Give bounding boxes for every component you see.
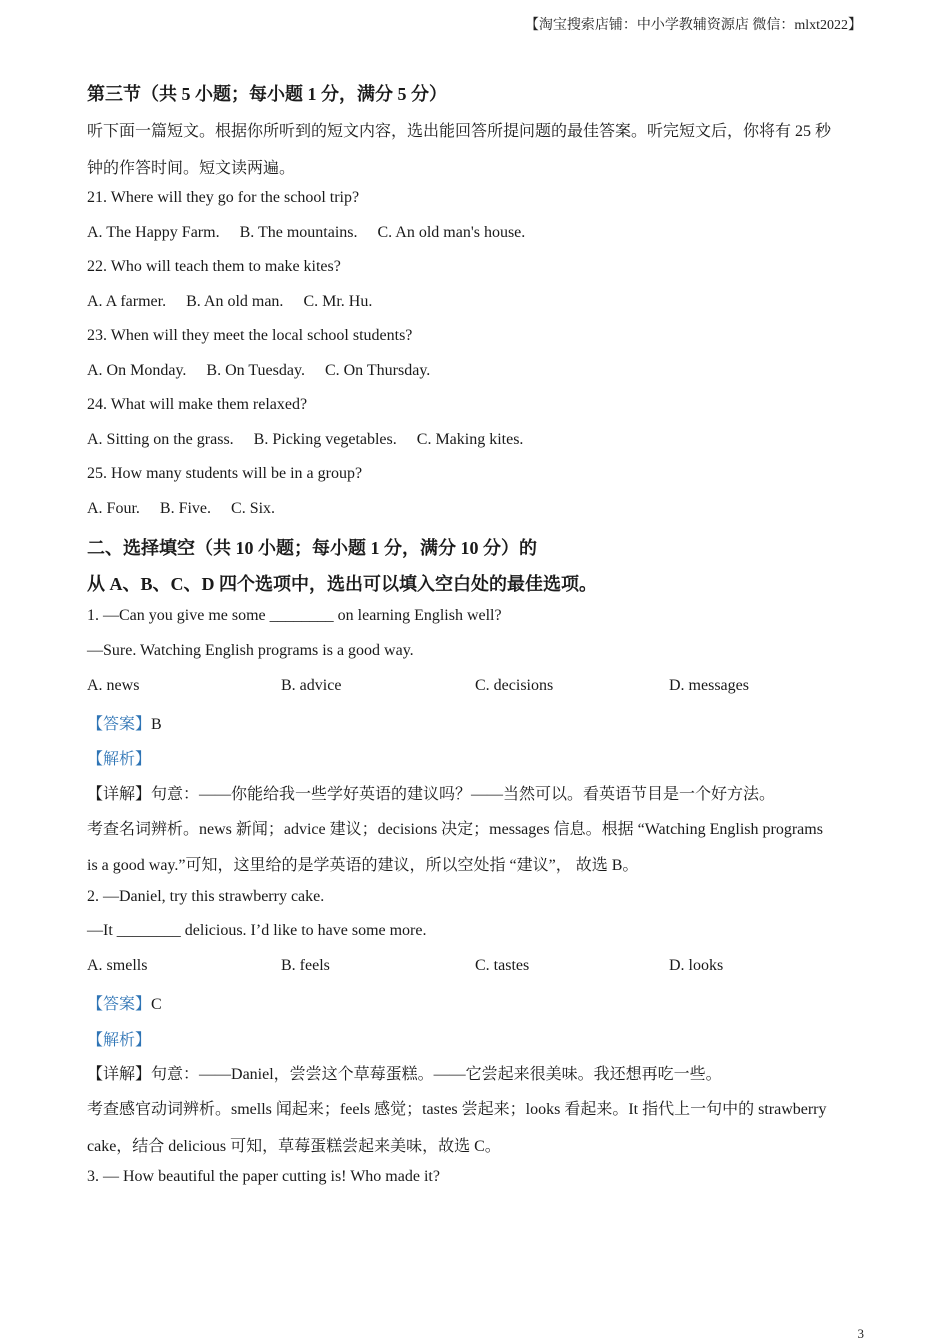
instruction-line: 钟的作答时间。短文读两遍。 <box>87 160 296 177</box>
explanation-line: is a good way.”可知，这里给的是学英语的建议，所以空处指 “建议”， 故选 B。 <box>87 857 639 874</box>
option: C. Six. <box>231 500 276 517</box>
option: C. decisions <box>475 677 554 694</box>
question-text: 23. When will they meet the local school students? <box>87 327 413 344</box>
option: B. On Tuesday. <box>206 362 305 379</box>
question-text: 24. What will make them relaxed? <box>87 396 308 413</box>
option: C. An old man's house. <box>377 224 526 241</box>
option: B. feels <box>281 957 330 974</box>
option-row <box>87 500 275 518</box>
question-text: 2. —Daniel, try this strawberry cake. <box>87 888 325 905</box>
detail-line <box>87 1061 722 1084</box>
question-text: 21. Where will they go for the school trip? <box>87 189 360 206</box>
detail-label: 【详解】 <box>87 786 152 803</box>
option-row <box>87 224 525 242</box>
page-number: 3 <box>857 1326 864 1341</box>
option: A. news <box>87 677 140 694</box>
option: A. Sitting on the grass. <box>87 431 234 448</box>
answer-label: 【答案】 <box>87 996 152 1013</box>
detail-text: 句意：——你能给我一些学好英语的建议吗？——当然可以。看英语节目是一个好方法。 <box>151 786 776 803</box>
option: A. smells <box>87 957 148 974</box>
option: B. An old man. <box>186 293 284 310</box>
explanation-line: 考查名词辨析。news 新闻；advice 建议；decisions 决定；messages 信息。根据 “Watching English programs <box>87 821 823 838</box>
explanation-line: cake，结合 delicious 可知，草莓蛋糕尝起来美味，故选 C。 <box>87 1138 501 1155</box>
option: D. looks <box>669 957 724 974</box>
part-title: 二、选择填空（共 10 小题；每小题 1 分，满分 10 分）的 <box>87 538 537 558</box>
analysis-label: 【解析】 <box>87 1032 152 1049</box>
question-text: 25. How many students will be in a group? <box>87 465 363 482</box>
question-text: 1. —Can you give me some ________ on learning English well? <box>87 607 502 624</box>
detail-line <box>87 781 775 804</box>
instruction-line: 听下面一篇短文。根据你所听到的短文内容，选出能回答所提问题的最佳答案。听完短文后，你将有 25 秒 <box>87 123 832 140</box>
part-subtitle: 从 A、B、C、D 四个选项中，选出可以填入空白处的最佳选项。 <box>87 574 598 594</box>
answer-line <box>87 711 162 734</box>
question-text: 3. — How beautiful the paper cutting is! Who made it? <box>87 1168 440 1185</box>
explanation-line: 考查感官动词辨析。smells 闻起来；feels 感觉；tastes 尝起来；looks 看起来。It 指代上一句中的 strawberry <box>87 1101 827 1118</box>
option: C. Mr. Hu. <box>303 293 373 310</box>
answer-label: 【答案】 <box>87 716 152 733</box>
question-text: —It ________ delicious. I’d like to have some more. <box>87 922 427 939</box>
option-row <box>87 431 523 449</box>
option: A. On Monday. <box>87 362 187 379</box>
page-header: 【淘宝搜索店铺：中小学教辅资源店 微信：mlxt2022】 <box>524 18 862 33</box>
section-title: 第三节（共 5 小题；每小题 1 分，满分 5 分） <box>87 84 447 104</box>
question-text: —Sure. Watching English programs is a good way. <box>87 642 414 659</box>
answer-line <box>87 991 162 1014</box>
option: A. Four. <box>87 500 140 517</box>
option: C. Making kites. <box>416 431 524 448</box>
option: C. On Thursday. <box>324 362 431 379</box>
option-row <box>87 362 430 380</box>
option: B. Picking vegetables. <box>253 431 397 448</box>
answer-value: C <box>151 996 162 1013</box>
option: B. advice <box>281 677 342 694</box>
option: A. A farmer. <box>87 293 167 310</box>
detail-label: 【详解】 <box>87 1066 152 1083</box>
option-row <box>87 293 372 311</box>
option: D. messages <box>669 677 749 694</box>
option: A. The Happy Farm. <box>87 224 220 241</box>
option: B. The mountains. <box>239 224 358 241</box>
answer-value: B <box>151 716 162 733</box>
question-text: 22. Who will teach them to make kites? <box>87 258 341 275</box>
analysis-label: 【解析】 <box>87 751 152 768</box>
detail-text: 句意：——Daniel，尝尝这个草莓蛋糕。——它尝起来很美味。我还想再吃一些。 <box>151 1066 722 1083</box>
option: C. tastes <box>475 957 530 974</box>
option: B. Five. <box>159 500 212 517</box>
